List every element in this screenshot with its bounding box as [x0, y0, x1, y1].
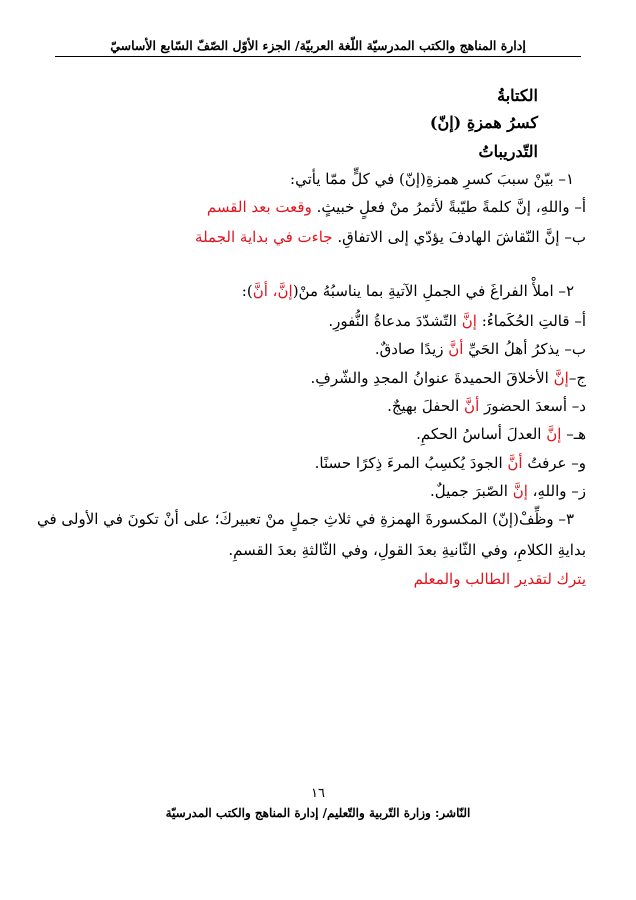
q1-prompt: ١– بيّنْ سببَ كسرِ همزةِ(إنّ) في كلٍّ ممّا يأتي:: [290, 170, 574, 188]
q2-item-label: د– أسعدَ الحضورَ: [479, 397, 586, 415]
q2-item-answer: أنَّ: [464, 397, 480, 415]
q2-item-label: ج–: [568, 369, 586, 387]
q2-prompt-start: ٢– املأْ الفراغَ في الجملِ الآتيةِ بما يناسبُهُ منْ(: [292, 282, 574, 300]
q2-item-label: ب– يذكرُ أهلُ الحَيِّ: [463, 340, 586, 358]
q2-item-answer: إنَّ: [512, 482, 528, 500]
q2-item-rest: العدلَ أساسُ الحكمِ.: [416, 425, 547, 443]
q1-item-a-answer: وقعت بعد القسم: [206, 198, 312, 216]
q2-item-answer: إنَّ: [553, 369, 569, 387]
q1-item-b-answer: جاءت في بداية الجملة: [195, 228, 333, 246]
q2-prompt-end: ):: [241, 282, 253, 300]
publisher-footer: النّاشر: وزارة التّربية والتّعليم/ إدارة المناهج والكتب المدرسيّة: [165, 806, 471, 820]
q3-answer: يترك لتقدير الطالب والمعلم: [413, 570, 586, 588]
q2-item-rest: الحفلَ بهيجٌ.: [387, 397, 465, 415]
q2-item-label: و– عرفتُ: [522, 454, 586, 472]
header-divider: [55, 56, 581, 57]
q2-item-rest: زيدًا صادقٌ.: [374, 340, 449, 358]
q2-item-answer: إنَّ: [461, 312, 477, 330]
q1-item-a: [0, 198, 586, 216]
q2-item: [0, 340, 586, 358]
q2-item-label: ز– واللهِ،: [527, 482, 586, 500]
q2-item-label: أ– قالتِ الحُكَماءُ:: [476, 312, 586, 330]
q2-item: [0, 482, 586, 500]
q1-item-a-text: أ– واللهِ، إنَّ كلمةً طيّبةً لأثمرُ منْ فعلٍ خبيثٍ.: [316, 198, 586, 216]
q2-item: [0, 397, 586, 415]
exercises-heading: التّدريباتُ: [478, 142, 538, 161]
q2-item-answer: أنَّ: [507, 454, 523, 472]
section-heading: الكتابةُ: [497, 86, 538, 105]
q2-item: [0, 312, 586, 330]
q2-item: [0, 454, 586, 472]
topic-heading: كسرُ همزةِ (إنّ): [429, 113, 538, 132]
q3-line1: ٣– وظِّفْ(إنّ) المكسورةَ الهمزةِ في ثلاثِ جملٍ منْ تعبيركَ؛ على أنْ تكونَ في الأولى في: [36, 510, 574, 528]
q2-item-rest: التّشدّدَ مدعاةُ النُّفورِ.: [328, 312, 462, 330]
page-header: إدارة المناهج والكتب المدرسيّة اللّغة العربيّة/ الجزء الأوّل الصّفّ السّابع الأساسيّ: [110, 38, 526, 53]
q3-line2: بدايةِ الكلامِ، وفي الثّانيةِ بعدَ القولِ، وفي الثّالثةِ بعدَ القسمِ.: [228, 541, 586, 559]
q2-item: [0, 369, 586, 387]
q2-item-label: هـ–: [561, 425, 586, 443]
q2-item-answer: أنَّ: [448, 340, 464, 358]
q1-item-b-text: ب– إنَّ النّقاشَ الهادفَ يؤدّي إلى الاتفاقِ.: [337, 228, 586, 246]
q2-item-answer: إنَّ: [546, 425, 562, 443]
q2-item: [0, 425, 586, 443]
q2-item-rest: الأخلاقَ الحميدةَ عنوانُ المجدِ والشّرفِ.: [310, 369, 554, 387]
q2-prompt-options: إنَّ، أنَّ: [252, 282, 293, 300]
q2-item-rest: الصّبرَ جميلٌ.: [430, 482, 513, 500]
q1-item-b: [0, 228, 586, 246]
q2-item-rest: الجودَ يُكسِبُ المرءَ ذِكرًا حسنًا.: [314, 454, 508, 472]
page-number: ١٦: [311, 786, 325, 801]
q2-prompt: [0, 282, 574, 300]
